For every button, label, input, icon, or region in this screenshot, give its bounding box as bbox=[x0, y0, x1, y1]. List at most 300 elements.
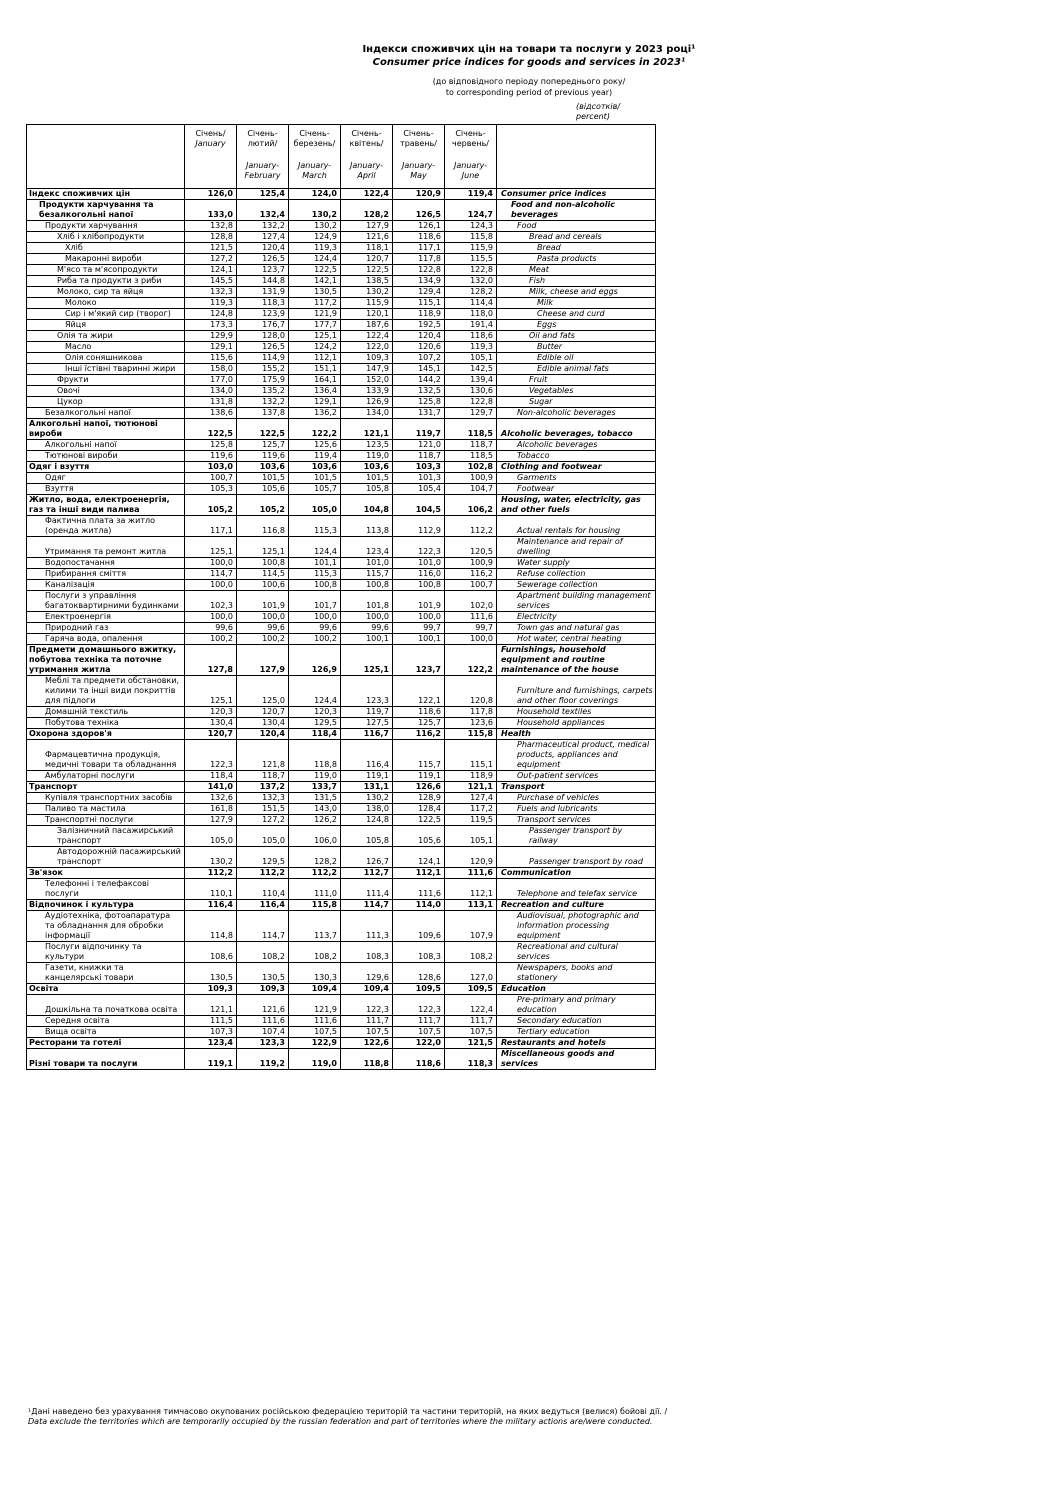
value-cell: 103,6 bbox=[237, 462, 289, 473]
value-cell: 105,4 bbox=[393, 484, 445, 495]
value-cell: 127,2 bbox=[237, 815, 289, 826]
row-label-en: Town gas and natural gas bbox=[497, 623, 656, 634]
value-cell: 107,5 bbox=[393, 1027, 445, 1038]
row-label-en: Bread bbox=[497, 243, 656, 254]
row-label-en: Pasta products bbox=[497, 254, 656, 265]
row-label-uk: Овочі bbox=[27, 386, 185, 397]
row-label-uk: Каналізація bbox=[27, 580, 185, 591]
row-label-uk: Телефонні і телефаксові послуги bbox=[27, 879, 185, 900]
value-cell: 123,3 bbox=[237, 1038, 289, 1049]
table-row bbox=[27, 221, 656, 232]
row-label-en: Recreation and culture bbox=[497, 900, 656, 911]
value-cell: 129,4 bbox=[393, 287, 445, 298]
value-cell: 120,4 bbox=[237, 729, 289, 740]
value-cell: 120,7 bbox=[341, 254, 393, 265]
value-cell: 124,7 bbox=[445, 200, 497, 221]
row-label-uk: Предмети домашнього вжитку, побутова техніка та поточне утримання житла bbox=[27, 645, 185, 676]
row-label-en: Alcoholic beverages bbox=[497, 440, 656, 451]
value-cell: 101,9 bbox=[237, 591, 289, 612]
value-cell: 117,2 bbox=[445, 804, 497, 815]
value-cell: 134,0 bbox=[185, 386, 237, 397]
value-cell: 114,0 bbox=[393, 900, 445, 911]
value-cell: 128,2 bbox=[289, 847, 341, 868]
value-cell: 122,6 bbox=[341, 1038, 393, 1049]
value-cell: 175,9 bbox=[237, 375, 289, 386]
row-label-en: Actual rentals for housing bbox=[497, 516, 656, 537]
table-row bbox=[27, 804, 656, 815]
row-label-en: Eggs bbox=[497, 320, 656, 331]
header-uk: Січень-травень/ bbox=[400, 129, 437, 148]
value-cell: 187,6 bbox=[341, 320, 393, 331]
value-cell: 126,9 bbox=[341, 397, 393, 408]
value-cell: 133,0 bbox=[185, 200, 237, 221]
value-cell: 118,7 bbox=[237, 771, 289, 782]
subtitle-en: to corresponding period of previous year) bbox=[445, 88, 613, 97]
value-cell: 119,0 bbox=[289, 1049, 341, 1070]
table-row bbox=[27, 815, 656, 826]
value-cell: 128,6 bbox=[393, 963, 445, 984]
value-cell: 118,5 bbox=[445, 451, 497, 462]
value-cell: 123,9 bbox=[237, 309, 289, 320]
value-cell: 120,4 bbox=[393, 331, 445, 342]
footnote bbox=[28, 1407, 668, 1427]
table-row bbox=[27, 495, 656, 516]
table-row bbox=[27, 718, 656, 729]
value-cell: 101,1 bbox=[289, 558, 341, 569]
row-label-uk: Молоко bbox=[27, 298, 185, 309]
value-cell: 106,0 bbox=[289, 826, 341, 847]
value-cell: 122,5 bbox=[289, 265, 341, 276]
value-cell: 103,6 bbox=[289, 462, 341, 473]
value-cell: 126,5 bbox=[393, 200, 445, 221]
row-label-en: Recreational and cultural services bbox=[497, 942, 656, 963]
header-col-jan-feb bbox=[237, 125, 289, 189]
value-cell: 120,3 bbox=[289, 707, 341, 718]
value-cell: 116,2 bbox=[393, 729, 445, 740]
header-blank-en bbox=[497, 125, 656, 189]
header-col-jan bbox=[185, 125, 237, 189]
value-cell: 121,6 bbox=[237, 995, 289, 1016]
table-row bbox=[27, 580, 656, 591]
value-cell: 120,7 bbox=[185, 729, 237, 740]
value-cell: 130,2 bbox=[341, 287, 393, 298]
value-cell: 119,1 bbox=[341, 771, 393, 782]
row-label-uk: Гаряча вода, опалення bbox=[27, 634, 185, 645]
value-cell: 112,2 bbox=[289, 868, 341, 879]
title-en: Consumer price indices for goods and services in 2023¹ bbox=[372, 57, 686, 68]
value-cell: 111,6 bbox=[445, 612, 497, 623]
value-cell: 101,5 bbox=[341, 473, 393, 484]
row-label-en: Butter bbox=[497, 342, 656, 353]
row-label-en: Furnishings, household equipment and routine maintenance of the house bbox=[497, 645, 656, 676]
row-label-uk: Продукти харчування bbox=[27, 221, 185, 232]
value-cell: 112,2 bbox=[185, 868, 237, 879]
table-row bbox=[27, 995, 656, 1016]
value-cell: 116,4 bbox=[341, 740, 393, 771]
table-row bbox=[27, 516, 656, 537]
table-row bbox=[27, 612, 656, 623]
value-cell: 108,2 bbox=[445, 942, 497, 963]
value-cell: 101,5 bbox=[237, 473, 289, 484]
value-cell: 111,0 bbox=[289, 879, 341, 900]
value-cell: 111,4 bbox=[341, 879, 393, 900]
value-cell: 132,6 bbox=[185, 793, 237, 804]
value-cell: 125,7 bbox=[237, 440, 289, 451]
header-blank-uk bbox=[27, 125, 185, 189]
header-en: January-April bbox=[350, 161, 383, 180]
table-row bbox=[27, 473, 656, 484]
value-cell: 114,7 bbox=[237, 911, 289, 942]
value-cell: 105,6 bbox=[237, 484, 289, 495]
value-cell: 137,8 bbox=[237, 408, 289, 419]
table-row bbox=[27, 408, 656, 419]
value-cell: 101,9 bbox=[393, 591, 445, 612]
value-cell: 124,0 bbox=[289, 189, 341, 200]
value-cell: 100,8 bbox=[393, 580, 445, 591]
value-cell: 115,3 bbox=[289, 569, 341, 580]
value-cell: 100,0 bbox=[185, 558, 237, 569]
row-label-uk: Залізничний пасажирський транспорт bbox=[27, 826, 185, 847]
table-row bbox=[27, 740, 656, 771]
table-row bbox=[27, 900, 656, 911]
value-cell: 147,9 bbox=[341, 364, 393, 375]
table-row bbox=[27, 793, 656, 804]
value-cell: 173,3 bbox=[185, 320, 237, 331]
value-cell: 130,3 bbox=[289, 963, 341, 984]
value-cell: 120,1 bbox=[341, 309, 393, 320]
value-cell: 124,8 bbox=[185, 309, 237, 320]
value-cell: 105,7 bbox=[289, 484, 341, 495]
row-label-uk: Вища освіта bbox=[27, 1027, 185, 1038]
value-cell: 132,2 bbox=[237, 221, 289, 232]
value-cell: 112,1 bbox=[445, 879, 497, 900]
value-cell: 119,3 bbox=[185, 298, 237, 309]
value-cell: 119,6 bbox=[237, 451, 289, 462]
value-cell: 122,5 bbox=[393, 815, 445, 826]
value-cell: 122,9 bbox=[289, 1038, 341, 1049]
value-cell: 115,7 bbox=[393, 740, 445, 771]
table-row bbox=[27, 484, 656, 495]
row-label-en: Electricity bbox=[497, 612, 656, 623]
value-cell: 107,2 bbox=[393, 353, 445, 364]
value-cell: 115,8 bbox=[445, 232, 497, 243]
row-label-en: Water supply bbox=[497, 558, 656, 569]
cpi-table bbox=[26, 124, 656, 1070]
table-row bbox=[27, 569, 656, 580]
table-row bbox=[27, 1027, 656, 1038]
value-cell: 99,6 bbox=[237, 623, 289, 634]
row-label-uk: Алкогольні напої, тютюнові вироби bbox=[27, 419, 185, 440]
row-label-uk: Дошкільна та початкова освіта bbox=[27, 995, 185, 1016]
value-cell: 125,6 bbox=[289, 440, 341, 451]
value-cell: 119,3 bbox=[445, 342, 497, 353]
value-cell: 104,5 bbox=[393, 495, 445, 516]
value-cell: 134,9 bbox=[393, 276, 445, 287]
value-cell: 122,4 bbox=[341, 331, 393, 342]
row-label-uk: Сир і м'який сир (творог) bbox=[27, 309, 185, 320]
header-uk: Січень-квітень/ bbox=[349, 129, 384, 148]
row-label-en: Tertiary education bbox=[497, 1027, 656, 1038]
row-label-uk: Амбулаторні послуги bbox=[27, 771, 185, 782]
table-row bbox=[27, 634, 656, 645]
subtitle-uk: (до відповідного періоду попереднього року/ bbox=[432, 77, 626, 86]
row-label-en: Fruit bbox=[497, 375, 656, 386]
row-label-uk: Електроенергія bbox=[27, 612, 185, 623]
table-row bbox=[27, 623, 656, 634]
value-cell: 141,0 bbox=[185, 782, 237, 793]
value-cell: 100,0 bbox=[341, 612, 393, 623]
header-en: January-March bbox=[298, 161, 331, 180]
table-row bbox=[27, 243, 656, 254]
value-cell: 125,1 bbox=[289, 331, 341, 342]
value-cell: 100,8 bbox=[341, 580, 393, 591]
row-label-en: Apartment building management services bbox=[497, 591, 656, 612]
value-cell: 138,6 bbox=[185, 408, 237, 419]
value-cell: 122,0 bbox=[341, 342, 393, 353]
value-cell: 129,7 bbox=[445, 408, 497, 419]
value-cell: 118,6 bbox=[393, 707, 445, 718]
value-cell: 121,9 bbox=[289, 309, 341, 320]
value-cell: 129,1 bbox=[185, 342, 237, 353]
row-label-uk: Алкогольні напої bbox=[27, 440, 185, 451]
value-cell: 122,8 bbox=[393, 265, 445, 276]
value-cell: 108,2 bbox=[289, 942, 341, 963]
value-cell: 122,5 bbox=[185, 419, 237, 440]
value-cell: 110,4 bbox=[237, 879, 289, 900]
value-cell: 130,4 bbox=[185, 718, 237, 729]
value-cell: 109,3 bbox=[185, 984, 237, 995]
value-cell: 101,0 bbox=[341, 558, 393, 569]
value-cell: 105,0 bbox=[289, 495, 341, 516]
value-cell: 142,5 bbox=[445, 364, 497, 375]
value-cell: 105,2 bbox=[185, 495, 237, 516]
row-label-en: Garments bbox=[497, 473, 656, 484]
row-label-uk: Автодорожній пасажирський транспорт bbox=[27, 847, 185, 868]
value-cell: 99,7 bbox=[393, 623, 445, 634]
table-row bbox=[27, 397, 656, 408]
value-cell: 99,7 bbox=[445, 623, 497, 634]
row-label-en: Pharmaceutical product, medical products, appliances and equipment bbox=[497, 740, 656, 771]
value-cell: 112,7 bbox=[341, 868, 393, 879]
table-row bbox=[27, 200, 656, 221]
header-uk: Січень/ bbox=[195, 129, 226, 138]
row-label-en: Maintenance and repair of dwelling bbox=[497, 537, 656, 558]
value-cell: 126,7 bbox=[341, 847, 393, 868]
value-cell: 120,3 bbox=[185, 707, 237, 718]
value-cell: 100,8 bbox=[237, 558, 289, 569]
table-row bbox=[27, 189, 656, 200]
value-cell: 131,9 bbox=[237, 287, 289, 298]
value-cell: 115,3 bbox=[289, 516, 341, 537]
value-cell: 145,1 bbox=[393, 364, 445, 375]
value-cell: 114,7 bbox=[185, 569, 237, 580]
value-cell: 128,0 bbox=[237, 331, 289, 342]
value-cell: 121,1 bbox=[185, 995, 237, 1016]
value-cell: 119,5 bbox=[445, 815, 497, 826]
table-row bbox=[27, 1038, 656, 1049]
value-cell: 126,6 bbox=[393, 782, 445, 793]
row-label-en: Transport services bbox=[497, 815, 656, 826]
value-cell: 122,3 bbox=[185, 740, 237, 771]
value-cell: 100,0 bbox=[237, 612, 289, 623]
value-cell: 118,3 bbox=[445, 1049, 497, 1070]
value-cell: 117,8 bbox=[445, 707, 497, 718]
value-cell: 128,4 bbox=[393, 804, 445, 815]
value-cell: 119,0 bbox=[341, 451, 393, 462]
value-cell: 121,8 bbox=[237, 740, 289, 771]
value-cell: 118,7 bbox=[445, 440, 497, 451]
value-cell: 124,3 bbox=[445, 221, 497, 232]
value-cell: 100,0 bbox=[445, 634, 497, 645]
row-label-uk: Природний газ bbox=[27, 623, 185, 634]
row-label-en: Consumer price indices bbox=[497, 189, 656, 200]
value-cell: 125,1 bbox=[185, 676, 237, 707]
value-cell: 122,2 bbox=[445, 645, 497, 676]
value-cell: 127,8 bbox=[185, 645, 237, 676]
row-label-en: Purchase of vehicles bbox=[497, 793, 656, 804]
table-row bbox=[27, 440, 656, 451]
value-cell: 130,5 bbox=[289, 287, 341, 298]
value-cell: 121,1 bbox=[341, 419, 393, 440]
value-cell: 131,5 bbox=[289, 793, 341, 804]
row-label-uk: Освіта bbox=[27, 984, 185, 995]
row-label-uk: Одяг bbox=[27, 473, 185, 484]
value-cell: 134,0 bbox=[341, 408, 393, 419]
value-cell: 191,4 bbox=[445, 320, 497, 331]
value-cell: 115,9 bbox=[341, 298, 393, 309]
value-cell: 119,2 bbox=[237, 1049, 289, 1070]
row-label-en: Milk, cheese and eggs bbox=[497, 287, 656, 298]
value-cell: 115,1 bbox=[445, 740, 497, 771]
value-cell: 109,3 bbox=[341, 353, 393, 364]
value-cell: 142,1 bbox=[289, 276, 341, 287]
value-cell: 121,5 bbox=[445, 1038, 497, 1049]
value-cell: 100,0 bbox=[185, 580, 237, 591]
value-cell: 125,0 bbox=[237, 676, 289, 707]
value-cell: 114,8 bbox=[185, 911, 237, 942]
table-row bbox=[27, 879, 656, 900]
value-cell: 124,4 bbox=[289, 254, 341, 265]
row-label-en: Refuse collection bbox=[497, 569, 656, 580]
table-row bbox=[27, 419, 656, 440]
table-row bbox=[27, 676, 656, 707]
value-cell: 103,6 bbox=[341, 462, 393, 473]
table-row bbox=[27, 1016, 656, 1027]
header-en: January bbox=[195, 139, 226, 148]
value-cell: 111,6 bbox=[393, 879, 445, 900]
value-cell: 103,0 bbox=[185, 462, 237, 473]
value-cell: 136,4 bbox=[289, 386, 341, 397]
row-label-uk: Домашній текстиль bbox=[27, 707, 185, 718]
value-cell: 120,6 bbox=[393, 342, 445, 353]
row-label-uk: Риба та продукти з риби bbox=[27, 276, 185, 287]
row-label-en: Fuels and lubricants bbox=[497, 804, 656, 815]
row-label-en: Miscellaneous goods and services bbox=[497, 1049, 656, 1070]
row-label-uk: Індекс споживчих цін bbox=[27, 189, 185, 200]
value-cell: 124,4 bbox=[289, 676, 341, 707]
value-cell: 121,0 bbox=[393, 440, 445, 451]
row-label-en: Food and non-alcoholic beverages bbox=[497, 200, 656, 221]
row-label-uk: Меблі та предмети обстановки, килими та інші види покриттів для підлоги bbox=[27, 676, 185, 707]
row-label-en: Pre-primary and primary education bbox=[497, 995, 656, 1016]
value-cell: 122,2 bbox=[289, 419, 341, 440]
table-row bbox=[27, 298, 656, 309]
value-cell: 130,2 bbox=[289, 200, 341, 221]
value-cell: 123,5 bbox=[341, 440, 393, 451]
value-cell: 118,4 bbox=[185, 771, 237, 782]
value-cell: 109,4 bbox=[289, 984, 341, 995]
value-cell: 122,8 bbox=[445, 265, 497, 276]
value-cell: 125,7 bbox=[393, 718, 445, 729]
value-cell: 127,9 bbox=[341, 221, 393, 232]
value-cell: 132,2 bbox=[237, 397, 289, 408]
value-cell: 100,2 bbox=[185, 634, 237, 645]
row-label-en: Passenger transport by railway bbox=[497, 826, 656, 847]
row-label-en: Housing, water, electricity, gas and other fuels bbox=[497, 495, 656, 516]
value-cell: 123,7 bbox=[237, 265, 289, 276]
value-cell: 116,7 bbox=[341, 729, 393, 740]
row-label-en: Non-alcoholic beverages bbox=[497, 408, 656, 419]
value-cell: 101,0 bbox=[393, 558, 445, 569]
value-cell: 117,1 bbox=[185, 516, 237, 537]
value-cell: 124,8 bbox=[341, 815, 393, 826]
value-cell: 128,9 bbox=[393, 793, 445, 804]
value-cell: 132,5 bbox=[393, 386, 445, 397]
row-label-uk: Фрукти bbox=[27, 375, 185, 386]
value-cell: 129,9 bbox=[185, 331, 237, 342]
value-cell: 126,5 bbox=[237, 342, 289, 353]
value-cell: 121,9 bbox=[289, 995, 341, 1016]
value-cell: 132,3 bbox=[185, 287, 237, 298]
value-cell: 138,0 bbox=[341, 804, 393, 815]
value-cell: 125,4 bbox=[237, 189, 289, 200]
table-row bbox=[27, 963, 656, 984]
value-cell: 117,2 bbox=[289, 298, 341, 309]
value-cell: 131,1 bbox=[341, 782, 393, 793]
value-cell: 114,9 bbox=[237, 353, 289, 364]
value-cell: 111,6 bbox=[237, 1016, 289, 1027]
value-cell: 100,9 bbox=[445, 558, 497, 569]
row-label-en: Fish bbox=[497, 276, 656, 287]
value-cell: 118,6 bbox=[393, 232, 445, 243]
table-row bbox=[27, 558, 656, 569]
value-cell: 119,1 bbox=[185, 1049, 237, 1070]
row-label-uk: Різні товари та послуги bbox=[27, 1049, 185, 1070]
row-label-en: Sewerage collection bbox=[497, 580, 656, 591]
value-cell: 119,1 bbox=[393, 771, 445, 782]
value-cell: 114,7 bbox=[341, 900, 393, 911]
value-cell: 123,4 bbox=[341, 537, 393, 558]
value-cell: 112,1 bbox=[393, 868, 445, 879]
value-cell: 100,2 bbox=[289, 634, 341, 645]
value-cell: 119,7 bbox=[393, 419, 445, 440]
value-cell: 111,6 bbox=[289, 1016, 341, 1027]
value-cell: 122,8 bbox=[445, 397, 497, 408]
value-cell: 123,7 bbox=[393, 645, 445, 676]
value-cell: 116,4 bbox=[237, 900, 289, 911]
value-cell: 124,4 bbox=[289, 537, 341, 558]
value-cell: 133,7 bbox=[289, 782, 341, 793]
row-label-uk: Фактична плата за житло (оренда житла) bbox=[27, 516, 185, 537]
value-cell: 164,1 bbox=[289, 375, 341, 386]
value-cell: 105,0 bbox=[185, 826, 237, 847]
value-cell: 176,7 bbox=[237, 320, 289, 331]
value-cell: 125,1 bbox=[185, 537, 237, 558]
value-cell: 125,8 bbox=[185, 440, 237, 451]
value-cell: 100,1 bbox=[393, 634, 445, 645]
value-cell: 115,8 bbox=[445, 729, 497, 740]
value-cell: 158,0 bbox=[185, 364, 237, 375]
